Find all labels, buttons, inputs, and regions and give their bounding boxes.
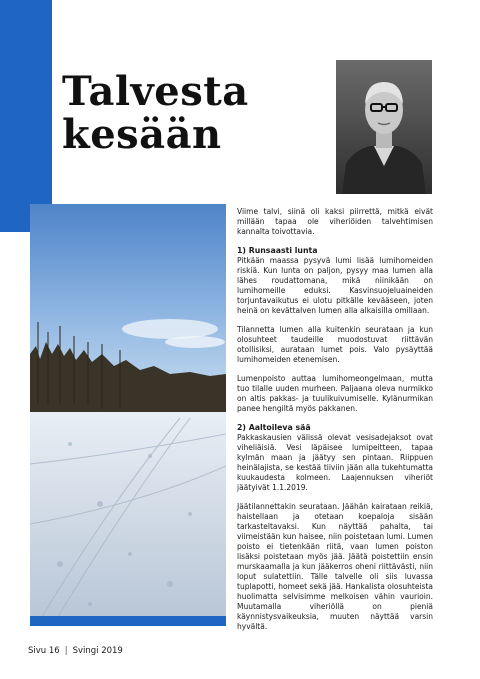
page-title bbox=[62, 70, 249, 156]
publication-name: Svingi 2019 bbox=[72, 646, 123, 656]
portrait-image bbox=[336, 60, 432, 194]
author-portrait bbox=[336, 60, 432, 194]
winter-landscape-image bbox=[30, 204, 226, 620]
page-footer bbox=[28, 646, 123, 656]
section-1-paragraph-2: Tilannetta lumen alla kuitenkin seurataan ja kun olosuhteet taudeille muodostuvat riittävän otollisiksi, aurataan lumet pois. Valo pysäyttää lumihomeiden etenemisen. bbox=[237, 325, 433, 364]
section-heading-1: 1) Runsaasti lunta bbox=[237, 246, 318, 255]
title-line-2: kesään bbox=[62, 111, 222, 158]
title-line-1: Talvesta bbox=[62, 68, 249, 115]
footer-separator: | bbox=[64, 646, 68, 656]
photo-accent-strip bbox=[30, 616, 226, 626]
section-heading-2: 2) Aaltoileva sää bbox=[237, 423, 311, 432]
section-2-paragraph-2: Jäätilannettakin seurataan. Jäähän kairataan reikiä, haistellaan ja otetaan koepaloja sisään tarkasteltavaksi. Kun näyttää pahalta, tai viimeistään kun haisee, niin poistetaan lumi. Lumen poisto ei tietenkään riitä, vaan lumen poiston lisäksi poistetaan myös jää. Jäätä poistettiin ensin murskaamalla ja kun jääkerros oheni riittävästi, niin loput sulatettiin. Tälle talvelle oli siis luvassa tuplapotti, homeet sekä jää. Hankalista olosuhteista huolimatta selvisimme melkoisen vähin vaurioin. Muutamalla viheriöllä on pieniä käynnistysvaikeuksia, muuten näyttää varsin hyvältä. bbox=[237, 502, 433, 631]
section-1-paragraph-3: Lumenpoisto auttaa lumihomeongelmaan, mutta tuo tilalle uuden murheen. Paljaana oleva nurmikko on altis pakkas- ja tuulikuivumiselle. Kylänurmikan panee hengiltä myös pakkanen. bbox=[237, 374, 433, 413]
section-2-paragraph-1: Pakkaskausien välissä olevat vesisadejaksot ovat viheliäisiä. Vesi läpäisee lumipeitteen, tapaa kylmän maan ja jäätyy sen pintaan. Riippuen heinälajista, se kestää tiiviin jään alla tukehtumatta kuukaudesta kolmeen. Laajennuksen viheriöt jäätyivät 1.1.2019. bbox=[237, 433, 433, 492]
article-intro: Viime talvi, siinä oli kaksi piirrettä, mitkä eivät millään tapaa ole viheriöiden talvehtimisen kannalta toivottavia. bbox=[237, 207, 433, 236]
section-1-paragraph-1: Pitkään maassa pysyvä lumi lisää lumihomeiden riskiä. Kun lunta on paljon, pysyy maa lumen alla lähes roudattomana, mikä niinikään on lumihomeille eduksi. Kasvinsuojeluaineiden torjuntavaikutus ei ulotu pitkälle kevääseen, joten heinä on kevättalven lumen alla alkaisilla omillaan. bbox=[237, 256, 433, 315]
page-number: Sivu 16 bbox=[28, 646, 60, 656]
winter-field-photo bbox=[30, 204, 226, 620]
accent-bar bbox=[0, 0, 52, 232]
article-body bbox=[237, 207, 433, 641]
